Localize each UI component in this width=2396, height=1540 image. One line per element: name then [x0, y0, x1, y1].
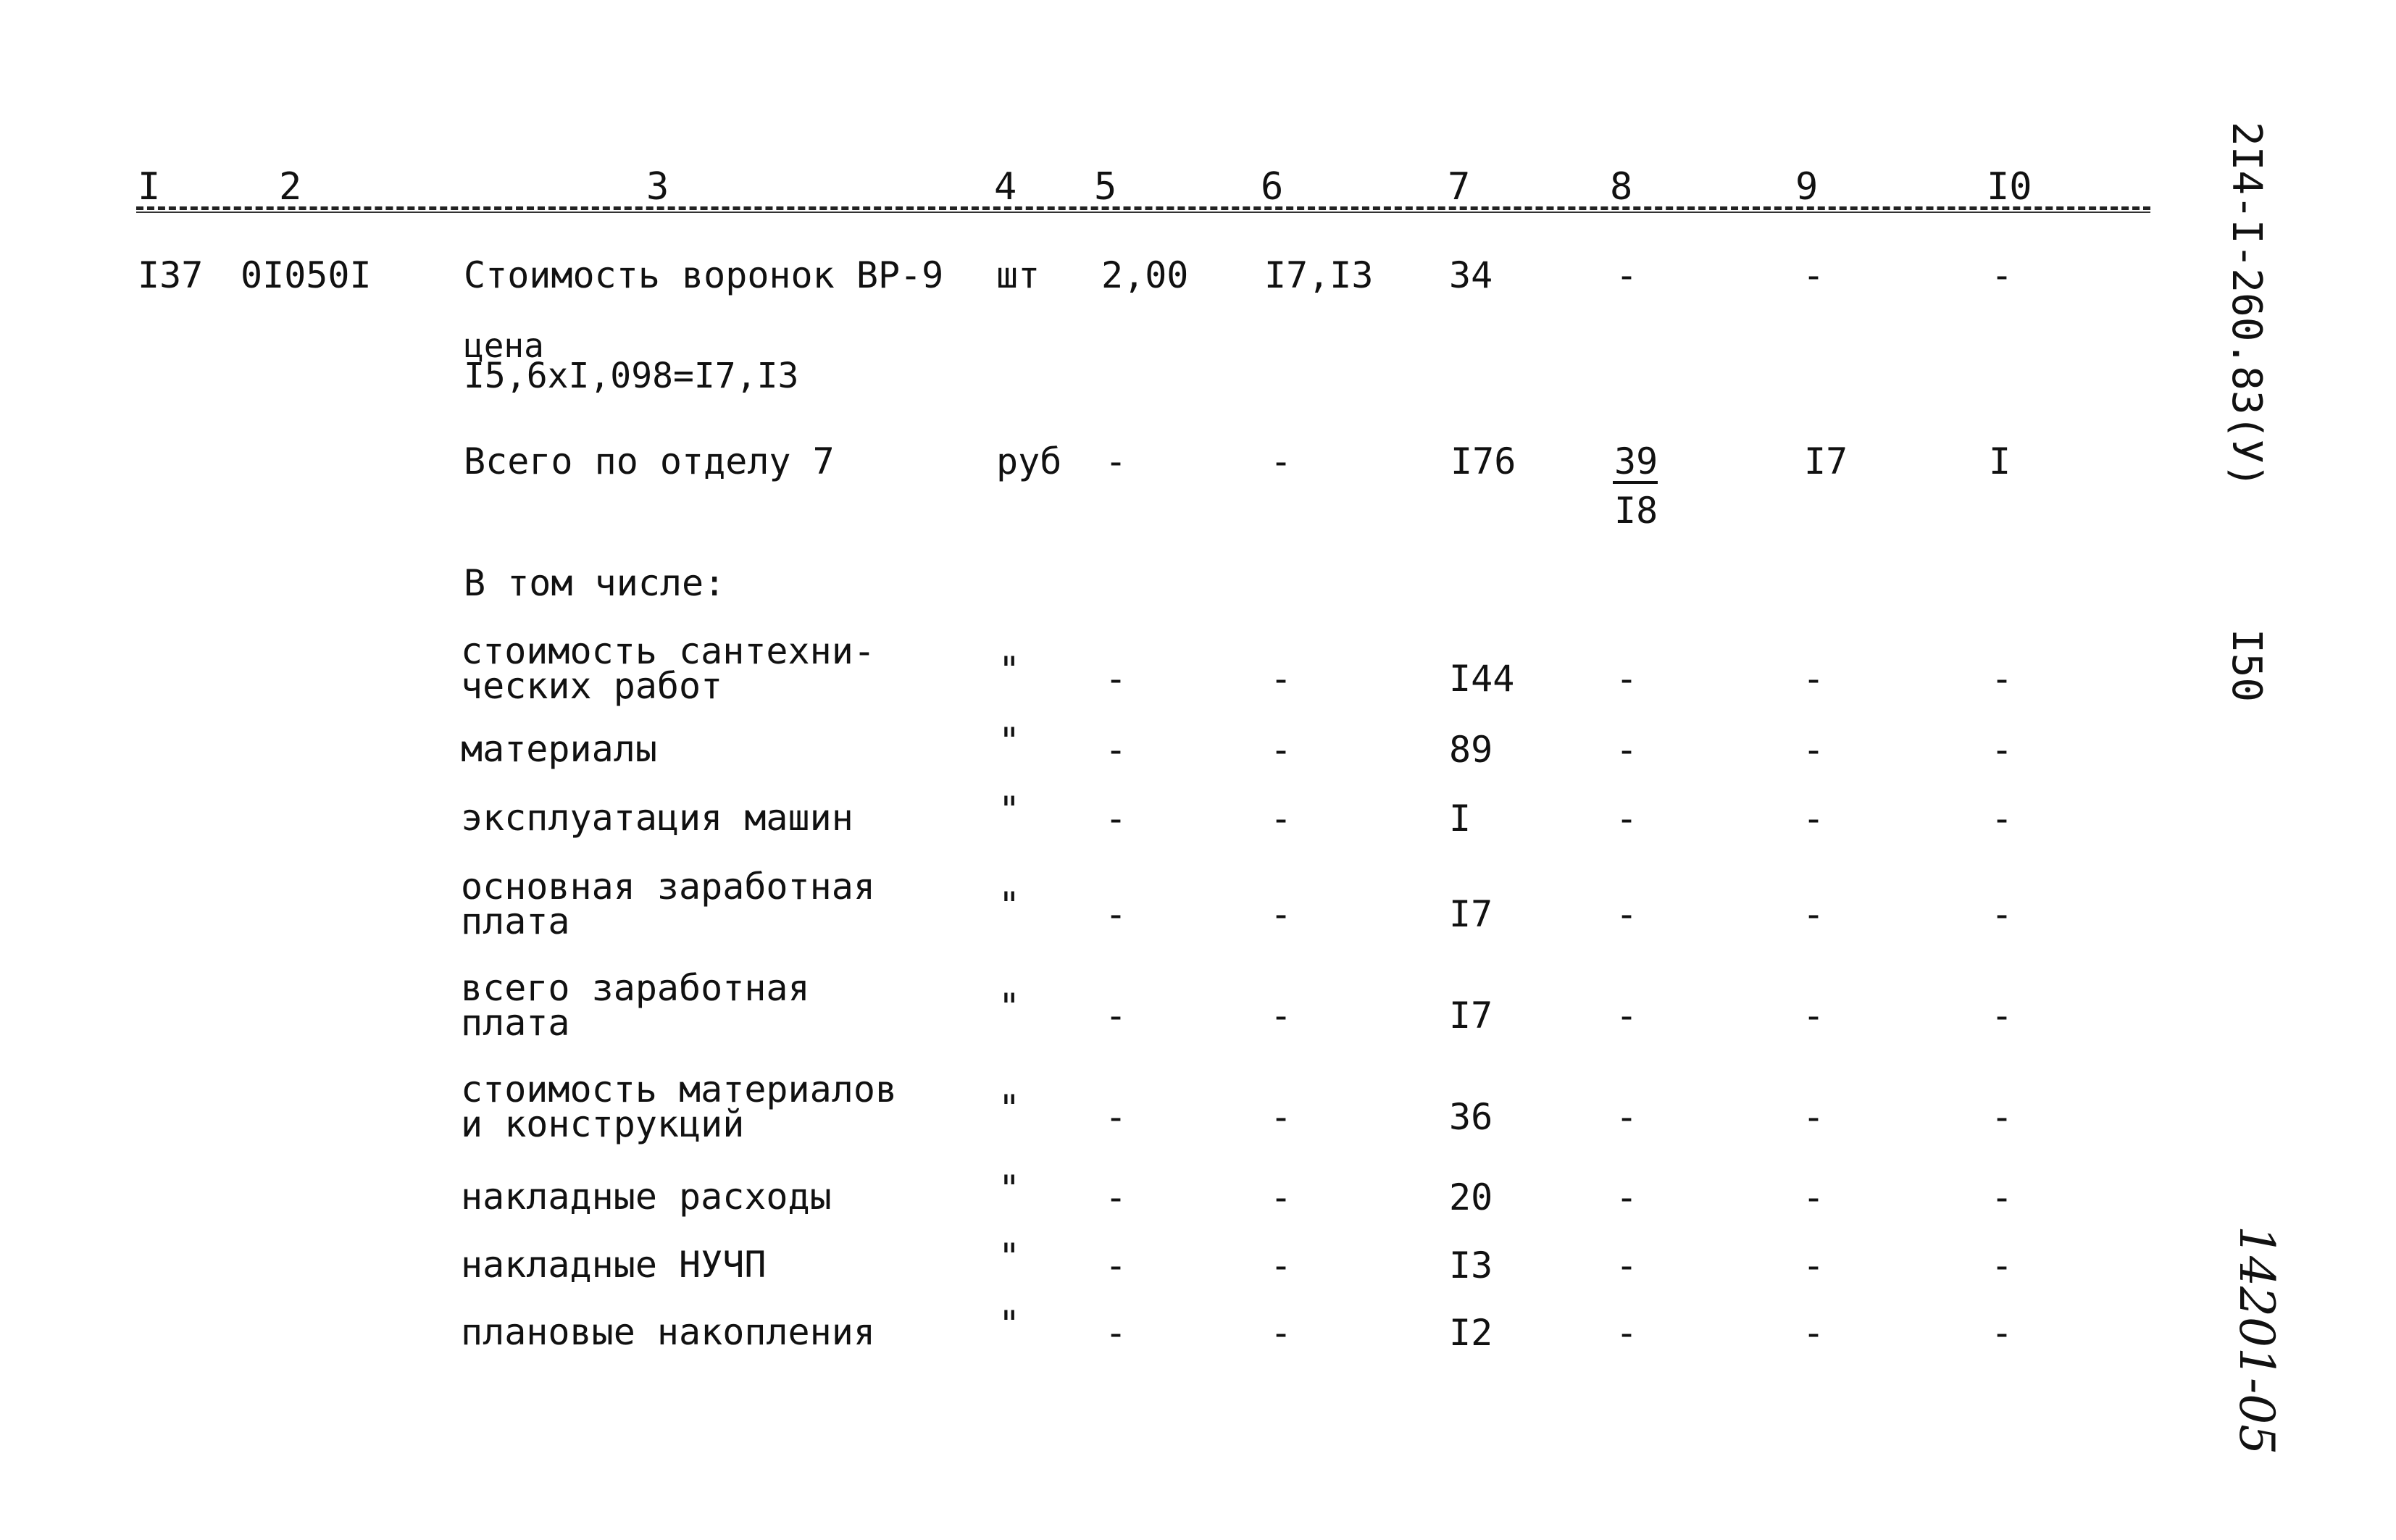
- col-header-3: 3: [646, 165, 669, 209]
- breakdown-label: накладные расходы: [461, 1176, 832, 1218]
- total-col8-denominator: I8: [1614, 490, 1658, 532]
- header-divider-underline: [136, 212, 2150, 213]
- breakdown-col8: -: [1616, 1176, 1638, 1218]
- breakdown-unit: ": [998, 1087, 1021, 1129]
- breakdown-col6: -: [1270, 1312, 1293, 1354]
- breakdown-col9: -: [1803, 995, 1825, 1037]
- item-number: I37: [138, 254, 204, 296]
- breakdown-col7: I3: [1449, 1244, 1493, 1286]
- breakdown-col9: -: [1803, 893, 1825, 935]
- breakdown-col10: -: [1991, 658, 2013, 700]
- breakdown-col9: -: [1803, 1096, 1825, 1138]
- breakdown-col10: -: [1991, 995, 2013, 1037]
- breakdown-label: стоимость сантехни- ческих работ: [461, 630, 875, 707]
- including-label: В том числе:: [464, 562, 726, 604]
- breakdown-col9: -: [1803, 658, 1825, 700]
- breakdown-col6: -: [1270, 1096, 1293, 1138]
- breakdown-col9: -: [1803, 729, 1825, 771]
- breakdown-col10: -: [1991, 798, 2013, 840]
- item-col10: -: [1991, 254, 2013, 296]
- breakdown-label: эксплуатация машин: [461, 797, 853, 839]
- item-code: 0I050I: [241, 254, 372, 296]
- breakdown-col8: -: [1616, 1096, 1638, 1138]
- margin-doc-code: 2I4-I-260.83(У): [2223, 122, 2270, 488]
- breakdown-col6: -: [1270, 658, 1293, 700]
- col-header-1: I: [138, 165, 161, 209]
- breakdown-col7: I44: [1449, 658, 1515, 700]
- col-header-8: 8: [1610, 165, 1633, 209]
- col-header-7: 7: [1448, 165, 1471, 209]
- item-name: Стоимость воронок ВР-9: [464, 254, 944, 296]
- breakdown-col9: -: [1803, 1176, 1825, 1218]
- breakdown-col8: -: [1616, 729, 1638, 771]
- col-header-10: I0: [1987, 165, 2032, 209]
- breakdown-col8: -: [1616, 658, 1638, 700]
- total-col6: -: [1270, 440, 1293, 482]
- item-quantity: 2,00: [1101, 254, 1189, 296]
- breakdown-unit: ": [998, 1168, 1021, 1210]
- breakdown-col9: -: [1803, 798, 1825, 840]
- breakdown-label: накладные НУЧП: [461, 1244, 767, 1286]
- breakdown-col6: -: [1270, 1176, 1293, 1218]
- breakdown-col8: -: [1616, 1244, 1638, 1286]
- breakdown-label: всего заработная плата: [461, 967, 810, 1044]
- breakdown-col10: -: [1991, 1176, 2013, 1218]
- breakdown-col7: 20: [1449, 1176, 1493, 1218]
- col-header-6: 6: [1261, 165, 1284, 209]
- breakdown-col10: -: [1991, 893, 2013, 935]
- total-col7: I76: [1450, 440, 1516, 482]
- breakdown-col9: -: [1803, 1312, 1825, 1354]
- breakdown-col8: -: [1616, 1312, 1638, 1354]
- total-label: Всего по отделу 7: [464, 440, 835, 482]
- breakdown-unit: ": [998, 720, 1021, 762]
- breakdown-col9: -: [1803, 1244, 1825, 1286]
- margin-page-number: I50: [2223, 629, 2270, 703]
- breakdown-unit: ": [998, 884, 1021, 926]
- breakdown-col10: -: [1991, 1244, 2013, 1286]
- breakdown-col8: -: [1616, 893, 1638, 935]
- breakdown-col5: -: [1105, 995, 1127, 1037]
- breakdown-col7: I: [1449, 798, 1472, 840]
- breakdown-col7: 89: [1449, 729, 1493, 771]
- total-unit: руб: [996, 440, 1062, 482]
- breakdown-col7: I7: [1449, 995, 1493, 1037]
- breakdown-unit: ": [998, 1236, 1021, 1278]
- item-col9: -: [1803, 254, 1825, 296]
- item-unit: шт: [996, 254, 1040, 296]
- item-unit-price: I7,I3: [1264, 254, 1374, 296]
- total-col5: -: [1105, 440, 1127, 482]
- breakdown-col8: -: [1616, 995, 1638, 1037]
- breakdown-col6: -: [1270, 1244, 1293, 1286]
- breakdown-col5: -: [1105, 893, 1127, 935]
- col-header-2: 2: [279, 165, 302, 209]
- margin-stamp-number: 14201-05: [2229, 1226, 2284, 1455]
- breakdown-label: плановые накопления: [461, 1311, 875, 1353]
- breakdown-col5: -: [1105, 1312, 1127, 1354]
- header-divider: [136, 206, 2150, 210]
- breakdown-col5: -: [1105, 658, 1127, 700]
- price-note-formula: I5,6хI,098=I7,I3: [464, 356, 799, 396]
- breakdown-col10: -: [1991, 1312, 2013, 1354]
- col-header-4: 4: [994, 165, 1017, 209]
- col-header-9: 9: [1795, 165, 1819, 209]
- breakdown-col10: -: [1991, 729, 2013, 771]
- breakdown-col8: -: [1616, 798, 1638, 840]
- breakdown-unit: ": [998, 789, 1021, 831]
- breakdown-label: стоимость материалов и конструкций: [461, 1068, 898, 1145]
- breakdown-label: материалы: [461, 728, 657, 770]
- breakdown-col7: 36: [1449, 1096, 1493, 1138]
- breakdown-col5: -: [1105, 1096, 1127, 1138]
- breakdown-col5: -: [1105, 1176, 1127, 1218]
- breakdown-col5: -: [1105, 798, 1127, 840]
- breakdown-unit: ": [998, 1303, 1021, 1345]
- breakdown-col6: -: [1270, 995, 1293, 1037]
- item-total: 34: [1449, 254, 1493, 296]
- col-header-5: 5: [1094, 165, 1117, 209]
- breakdown-col5: -: [1105, 729, 1127, 771]
- total-col8-numerator: 39: [1614, 440, 1658, 482]
- total-col9: I7: [1804, 440, 1848, 482]
- breakdown-col10: -: [1991, 1096, 2013, 1138]
- item-col8: -: [1616, 254, 1638, 296]
- breakdown-unit: ": [998, 986, 1021, 1028]
- breakdown-unit: ": [998, 649, 1021, 691]
- breakdown-col7: I2: [1449, 1312, 1493, 1354]
- breakdown-col6: -: [1270, 729, 1293, 771]
- price-note-label: цена: [464, 326, 544, 365]
- breakdown-col6: -: [1270, 893, 1293, 935]
- breakdown-col5: -: [1105, 1244, 1127, 1286]
- total-col10: I: [1989, 440, 2011, 482]
- total-col8-fraction-bar: [1613, 481, 1658, 484]
- breakdown-col6: -: [1270, 798, 1293, 840]
- breakdown-col7: I7: [1449, 893, 1493, 935]
- breakdown-label: основная заработная плата: [461, 866, 875, 942]
